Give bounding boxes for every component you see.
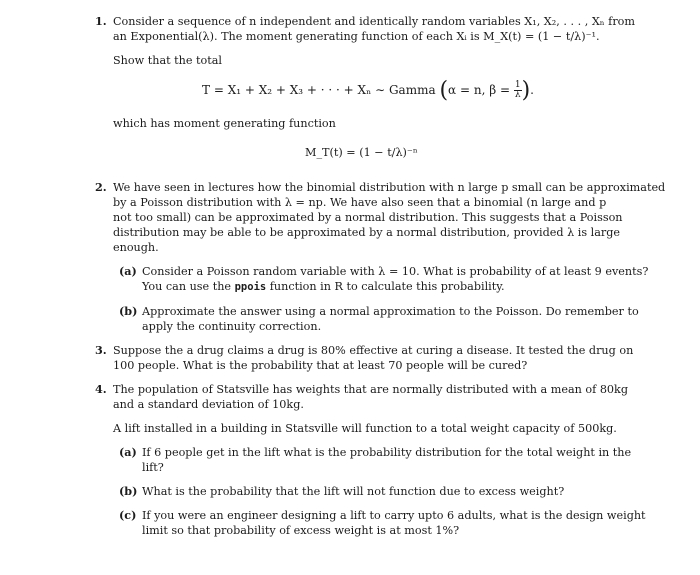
q2b-label: (b) [119, 304, 138, 318]
q2-line-4: distribution may be able to be approximated by a normal distribution, provided λ is large [113, 226, 621, 239]
q4a-label: (a) [119, 445, 137, 459]
q2-line-3: not too small) can be approximated by a normal distribution. This suggests that a Poisson [113, 211, 623, 224]
q2a-label: (a) [119, 264, 137, 278]
q2a-line-2-pre: You can use the [142, 280, 235, 293]
q4-line-2: and a standard deviation of 10kg. [113, 398, 304, 411]
q4c-line-1: If you were an engineer designing a lift to carry upto 6 adults, what is the design weight [142, 509, 646, 522]
q1-which-text: which has moment generating function [113, 117, 336, 130]
q2b-line-1: Approximate the answer using a normal approximation to the Poisson. Do remember to [142, 305, 639, 318]
q2-line-5: enough. [113, 241, 159, 254]
q4b-line-1: What is the probability that the lift will not function due to excess weight? [142, 485, 565, 498]
q1-eq-lhs: T = X₁ + X₂ + X₃ + · · · + Xₙ ∼ Gamma [202, 83, 436, 97]
q2-number: 2. [95, 180, 107, 194]
q1-mgf-equation: M_T(t) = (1 − t/λ)⁻ⁿ [305, 146, 418, 159]
q3-line-2: 100 people. What is the probability that at least 70 people will be cured? [113, 359, 528, 372]
q1-gamma-equation: T = X₁ + X₂ + X₃ + · · · + Xₙ ∼ Gamma (α = n, β = $\frac{1}{\lambda}$ ). [202, 78, 534, 103]
q1-number: 1. [95, 14, 107, 28]
q4c-line-2: limit so that probability of excess weight is at most 1%? [142, 524, 460, 537]
q4-line-1: The population of Statsville has weights that are normally distributed with a mean of 80kg [113, 383, 628, 396]
q2a-code-ppois: ppois [234, 281, 267, 293]
q2-line-2: by a Poisson distribution with λ = np. We have also seen that a binomial (n large and p [113, 196, 607, 209]
q4-number: 4. [95, 382, 107, 396]
q1-eq-fraction [514, 81, 522, 100]
q1-eq-params: α = n, β = [448, 83, 510, 97]
q3-number: 3. [95, 343, 107, 357]
q2a-line-1: Consider a Poisson random variable with λ = 10. What is probability of at least 9 events? [142, 265, 649, 278]
q3-line-1: Suppose the a drug claims a drug is 80% effective at curing a disease. It tested the drug on [113, 344, 634, 357]
q2a-line-2-post: function in R to calculate this probability. [266, 280, 505, 293]
q4a-line-2: lift? [142, 461, 164, 474]
q2a-line-2 [142, 280, 505, 294]
q1-eq-frac-den: λ [514, 90, 521, 100]
q4c-label: (c) [119, 508, 137, 522]
q2b-line-2: apply the continuity correction. [142, 320, 322, 333]
q4b-label: (b) [119, 484, 138, 498]
q2-line-1: We have seen in lectures how the binomial distribution with n large p small can be approximated [113, 181, 666, 194]
q4-lift-text: A lift installed in a building in Statsville will function to a total weight capacity of 500kg. [113, 422, 617, 435]
q1-eq-frac-num: 1 [514, 80, 521, 90]
q1-line-1: Consider a sequence of n independent and identically random variables X₁, X₂, . . . , Xₙ from [113, 15, 636, 28]
q1-show-text: Show that the total [113, 54, 223, 67]
q1-line-2: an Exponential(λ). The moment generating function of each Xᵢ is M_X(t) = (1 − t/λ)⁻¹. [113, 30, 600, 43]
q4a-line-1: If 6 people get in the lift what is the probability distribution for the total weight in the [142, 446, 632, 459]
